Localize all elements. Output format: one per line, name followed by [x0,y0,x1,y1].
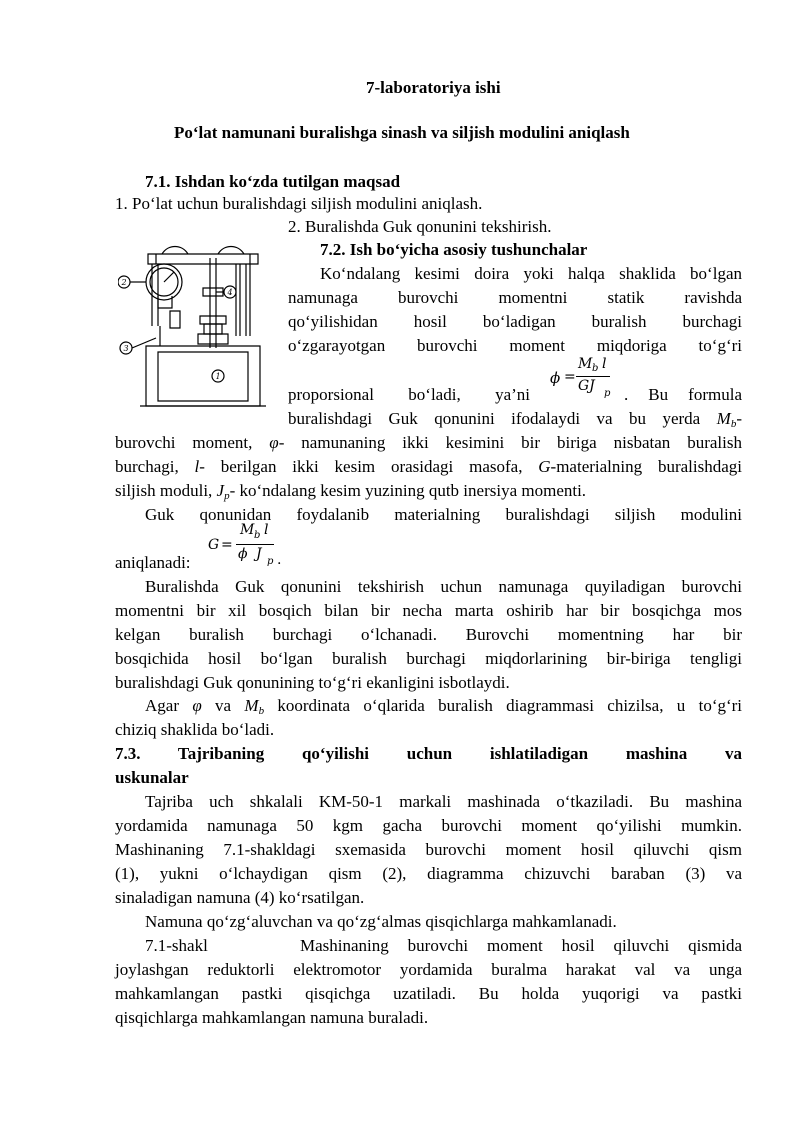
figure-label-3: 3 [123,344,129,353]
symbol-Mb2-M: M [244,696,259,715]
para-motor-line-4: qisqichlarga mahkamlangan namuna buraladi. [115,1008,429,1027]
para-7-2-line-4: o‘zgarayotgan burovchi moment miqdoriga to‘g‘ri [288,336,742,355]
diagram-text-c: koordinata o‘qlarida buralish diagrammasi chizilsa, u to‘g‘ri [264,696,743,715]
formula-G-num-b: b [254,530,261,541]
para-gmod-line-2: aniqlanadi: [115,553,191,572]
figure-label-1: 1 [215,372,221,381]
line-9-text-b: - ko‘ndalang kesim yuzining qutb inersiya momenti. [229,481,587,500]
para-7-2-line-9 [115,479,586,503]
formula-phi-eq: = [564,369,576,385]
formula-G-dot: . [277,552,282,568]
goal-item-1: 1. Po‘lat uchun buralishdagi siljish modulini aniqlash. [115,194,483,213]
symbol-Jp-J: J [216,481,225,500]
para-7-2-line-5a: proporsional bo‘ladi, ya’ni [288,385,530,404]
para-7-2-line-7 [115,431,742,455]
formula-G-eq: = [221,537,233,553]
para-clamp-line-1: Namuna qo‘zg‘aluvchan va qo‘zg‘almas qisqichlarga mahkamlanadi. [145,912,617,931]
diagram-text-b: va [201,696,245,715]
para-hooke-line-5: buralishdagi Guk qonunining to‘g‘ri ekanligini isbotlaydi. [115,673,510,692]
line-7-text-a: burovchi moment, [115,433,270,452]
formula-G-den-p: p [267,556,274,567]
para-diagram-line-1 [145,694,742,718]
figure-label-4: 4 [227,288,233,297]
formula-phi-num-b: b [592,363,599,374]
para-7-2-line-5b: . Bu formula [624,385,742,404]
para-7-2-line-1: Ko‘ndalang kesimi doira yoki halqa shaklida bo‘lgan [320,264,742,283]
diagram-text-a: Agar [145,696,193,715]
figure-label-2: 2 [121,278,127,287]
para-machine-line-1: Tajriba uch shkalali KM-50-1 markali mashinada o‘tkaziladi. Bu mashina [145,792,742,811]
symbol-phi-2: φ [192,696,202,715]
formula-phi-bar [576,376,610,377]
formula-phi-den-GJ: GJ [578,378,595,394]
para-diagram-line-2: chiziq shaklida bo‘ladi. [115,720,275,739]
symbol-Mb-M: M [716,409,731,428]
section-7-3-heading-line-1: 7.3. Tajribaning qo‘yilishi uchun ishlatiladigan mashina va [115,744,742,763]
para-hooke-line-1: Buralishda Guk qonunini tekshirish uchun namunaga quyiladigan burovchi [145,577,742,596]
line-8-text-b: - berilgan ikki kesim orasidagi masofa, [199,457,539,476]
section-7-3-heading-line-2: uskunalar [115,768,189,787]
section-7-1-heading: 7.1. Ishdan ko‘zda tutilgan maqsad [145,172,401,191]
formula-G-den-phi: ϕ [238,546,248,562]
para-7-2-line-2: namunaga burovchi momentni statik ravishda [288,288,742,307]
line-8-text-a: burchagi, [115,457,195,476]
line-9-text-a: siljish moduli, [115,481,217,500]
formula-phi-lhs: ϕ [550,369,561,387]
symbol-Mb2-sub: b [258,705,265,717]
line-8-text-c: -materialning buralishdagi [550,457,742,476]
para-machine-line-2: yordamida namunaga 50 kgm gacha burovchi moment qo‘yilishi mumkin. [115,816,742,835]
line-7-text-b: - namunaning ikki kesimini bir biriga nisbatan buralish [278,433,742,452]
para-motor-line-2: joylashgan reduktorli elektromotor yordamida buralma harakat val va unga [115,960,742,979]
formula-G-lhs: G [208,537,220,553]
formula-G-bar [236,544,274,545]
symbol-Jp-sub: p [224,490,230,502]
symbol-Jp [217,481,230,500]
para-7-2-line-6: buralishdagi Guk qonunini ifodalaydi va bu yerda $M_b-$ [288,409,742,430]
symbol-phi: φ [269,433,279,452]
machine-schematic-figure [118,236,268,412]
formula-G-num-M: M [240,522,255,538]
symbol-Mb [717,409,737,428]
formula-G-den-J: J [256,546,262,562]
formula-phi-den-p: p [604,388,611,399]
para-hooke-line-2: momentni bir xil bosqich bilan bir necha marta oshirib har bir bosqichga mos [115,601,742,620]
para-7-2-line-8 [115,455,742,479]
formula-phi-num-M: M [578,356,593,372]
line-6-text: buralishdagi Guk qonunini ifodalaydi va bu yerda [288,409,717,428]
symbol-Mb-sub: b [730,418,737,430]
symbol-l: l [194,457,200,476]
symbol-G: G [538,457,551,476]
lab-title: 7-laboratoriya ishi [366,78,501,97]
para-motor-line-1: Mashinaning burovchi moment hosil qiluvchi qismida [300,936,742,955]
goal-item-2: 2. Buralishda Guk qonunini tekshirish. [288,217,552,236]
para-hooke-line-3: kelgan buralish burchagi o‘lchanadi. Burovchi momentning har bir [115,625,742,644]
formula-phi-num-l: l [602,356,607,372]
para-gmod-line-1: Guk qonunidan foydalanib materialning buralishdagi siljish modulini [145,505,742,524]
symbol-Mb-2 [244,696,264,715]
para-motor-line-3: mahkamlangan pastki qisqichga uzatiladi. Bu holda yuqorigi va pastki [115,984,742,1003]
lab-subtitle: Po‘lat namunani buralishga sinash va siljish modulini aniqlash [174,123,630,142]
para-machine-line-3: Mashinaning 7.1-shakldagi sxemasida burovchi moment hosil qiluvchi qism [115,840,742,859]
section-7-2-heading: 7.2. Ish bo‘yicha asosiy tushunchalar [320,240,588,259]
para-machine-line-4: (1), yukni o‘lchaydigan qism (2), diagramma chizuvchi baraban (3) va [115,864,742,883]
para-7-2-line-3: qo‘yilishidan hosil bo‘ladigan buralish burchagi [288,312,742,331]
para-hooke-line-4: bosqichida hosil bo‘lgan buralish burchagi miqdorlarining bir-biriga tengligi [115,649,742,668]
figure-caption-7-1: 7.1-shakl [145,936,208,955]
formula-G-num-l: l [264,522,269,538]
para-machine-line-5: sinaladigan namuna (4) ko‘rsatilgan. [115,888,365,907]
